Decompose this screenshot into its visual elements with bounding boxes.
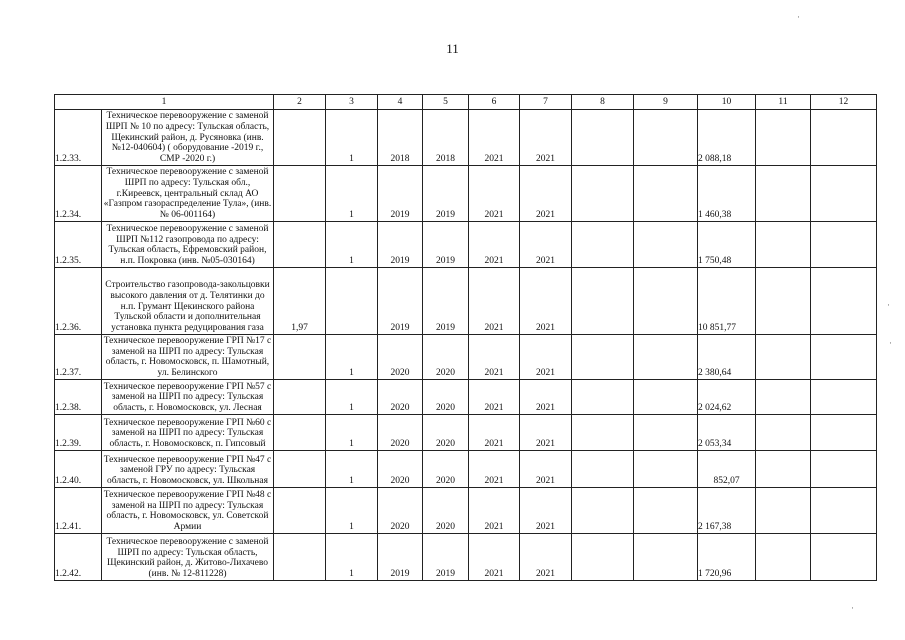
cell-col-5: 2020	[423, 488, 469, 534]
column-header-11: 11	[756, 95, 811, 110]
cell-col-5: 2019	[423, 534, 469, 581]
header-row	[55, 95, 877, 110]
cell-col-2	[274, 451, 326, 488]
page-number: 11	[446, 41, 459, 56]
column-header-9: 9	[634, 95, 698, 110]
cell-col-9	[634, 451, 698, 488]
cell-col-10: 1 720,96	[698, 534, 756, 581]
cell-col-4: 2019	[378, 534, 423, 581]
table-row	[55, 268, 877, 335]
cell-col-2	[274, 415, 326, 451]
cell-col-3: 1	[326, 488, 378, 534]
column-header-12: 12	[811, 95, 877, 110]
row-number: 1.2.38.	[55, 380, 102, 415]
cell-col-5: 2020	[423, 451, 469, 488]
cell-col-12	[811, 335, 877, 380]
cell-col-12	[811, 534, 877, 581]
cell-col-12	[811, 488, 877, 534]
column-header-2: 2	[274, 95, 326, 110]
row-number: 1.2.33.	[55, 110, 102, 166]
row-description: Строительство газопровода-закольцовки высокого давления от д. Телятинки до н.п. Грумант Щекинского района Тульской области и дополнительная установка пункта редуцирования газа	[102, 268, 274, 335]
cell-col-4: 2019	[378, 166, 423, 222]
table-row	[55, 110, 877, 166]
cell-col-12	[811, 166, 877, 222]
cell-col-12	[811, 222, 877, 268]
cell-col-8	[572, 110, 634, 166]
table-row	[55, 335, 877, 380]
cell-col-5: 2020	[423, 415, 469, 451]
cell-col-3: 1	[326, 380, 378, 415]
cell-col-10: 1 750,48	[698, 222, 756, 268]
column-header-4: 4	[378, 95, 423, 110]
cell-col-10: 2 053,34	[698, 415, 756, 451]
cell-col-6: 2021	[469, 451, 520, 488]
cell-col-3	[326, 268, 378, 335]
cell-col-8	[572, 380, 634, 415]
cell-col-11	[756, 415, 811, 451]
cell-col-2	[274, 488, 326, 534]
row-description: Техническое перевооружение с заменой ШРП по адресу: Тульская обл., г.Киреевск, центральный склад АО «Газпром газораспределение Тула», (инв. № 06-001164)	[102, 166, 274, 222]
cell-col-5: 2020	[423, 380, 469, 415]
scan-speck: ·	[851, 603, 854, 613]
table-row	[55, 380, 877, 415]
cell-col-10: 2 088,18	[698, 110, 756, 166]
cell-col-10: 1 460,38	[698, 166, 756, 222]
cell-col-4: 2020	[378, 380, 423, 415]
table-row	[55, 415, 877, 451]
cell-col-12	[811, 415, 877, 451]
cell-col-8	[572, 166, 634, 222]
cell-col-11	[756, 534, 811, 581]
cell-col-10: 2 167,38	[698, 488, 756, 534]
cell-col-7: 2021	[520, 335, 572, 380]
column-header-3: 3	[326, 95, 378, 110]
cell-col-4: 2020	[378, 415, 423, 451]
scan-speck: ·	[889, 338, 892, 348]
cell-col-5: 2018	[423, 110, 469, 166]
cell-col-9	[634, 268, 698, 335]
cell-col-7: 2021	[520, 451, 572, 488]
cell-col-9	[634, 222, 698, 268]
scan-speck: ·	[797, 12, 800, 22]
cell-col-2	[274, 380, 326, 415]
column-header-5: 5	[423, 95, 469, 110]
cell-col-10: 2 024,62	[698, 380, 756, 415]
row-description: Техническое перевооружение с заменой ШРП № 10 по адресу: Тульская область, Щекинский район, д. Русяновка (инв. №12-040604) ( оборудование -2019 г., СМР -2020 г.)	[102, 110, 274, 166]
cell-col-5: 2019	[423, 268, 469, 335]
column-header-1: 1	[55, 95, 274, 110]
cell-col-10: 2 380,64	[698, 335, 756, 380]
table-row	[55, 451, 877, 488]
row-number: 1.2.41.	[55, 488, 102, 534]
cell-col-8	[572, 534, 634, 581]
cell-col-12	[811, 380, 877, 415]
cell-col-2	[274, 110, 326, 166]
cell-col-5: 2020	[423, 335, 469, 380]
cell-col-8	[572, 335, 634, 380]
cell-col-5: 2019	[423, 166, 469, 222]
row-description: Техническое перевооружение с заменой ШРП по адресу: Тульская область, Щекинский район, д. Житово-Лихачево (инв. № 12-811228)	[102, 534, 274, 581]
column-header-8: 8	[572, 95, 634, 110]
cell-col-11	[756, 268, 811, 335]
cell-col-9	[634, 415, 698, 451]
cell-col-3: 1	[326, 222, 378, 268]
column-header-10: 10	[698, 95, 756, 110]
cell-col-11	[756, 110, 811, 166]
cell-col-12	[811, 268, 877, 335]
cell-col-4: 2018	[378, 110, 423, 166]
cell-col-8	[572, 268, 634, 335]
row-description: Техническое перевооружение с заменой ШРП №112 газопровода по адресу: Тульская область, Ефремовский район, н.п. Покровка (инв. №05-030164)	[102, 222, 274, 268]
cell-col-2	[274, 222, 326, 268]
cell-col-2	[274, 335, 326, 380]
row-number: 1.2.34.	[55, 166, 102, 222]
cell-col-7: 2021	[520, 110, 572, 166]
row-number: 1.2.40.	[55, 451, 102, 488]
cell-col-8	[572, 222, 634, 268]
cell-col-9	[634, 335, 698, 380]
cell-col-11	[756, 380, 811, 415]
column-header-7: 7	[520, 95, 572, 110]
cell-col-9	[634, 166, 698, 222]
cell-col-7: 2021	[520, 415, 572, 451]
cell-col-6: 2021	[469, 488, 520, 534]
cell-col-4: 2020	[378, 488, 423, 534]
cell-col-3: 1	[326, 110, 378, 166]
cell-col-7: 2021	[520, 488, 572, 534]
cell-col-5: 2019	[423, 222, 469, 268]
cell-col-3: 1	[326, 534, 378, 581]
cell-col-6: 2021	[469, 380, 520, 415]
cell-col-3: 1	[326, 415, 378, 451]
cell-col-4: 2019	[378, 268, 423, 335]
cell-col-7: 2021	[520, 268, 572, 335]
cell-col-8	[572, 488, 634, 534]
scan-speck: ·	[887, 300, 890, 310]
cell-col-6: 2021	[469, 166, 520, 222]
cell-col-11	[756, 488, 811, 534]
investment-table	[54, 94, 877, 581]
cell-col-7: 2021	[520, 166, 572, 222]
cell-col-2	[274, 534, 326, 581]
cell-col-7: 2021	[520, 222, 572, 268]
cell-col-9	[634, 380, 698, 415]
row-number: 1.2.39.	[55, 415, 102, 451]
row-number: 1.2.42.	[55, 534, 102, 581]
row-description: Техническое перевооружение ГРП №17 с заменой на ШРП по адресу: Тульская область, г. Новомосковск, п. Шамотный, ул. Белинского	[102, 335, 274, 380]
cell-col-7: 2021	[520, 534, 572, 581]
cell-col-6: 2021	[469, 415, 520, 451]
table-row	[55, 166, 877, 222]
cell-col-3: 1	[326, 335, 378, 380]
cell-col-6: 2021	[469, 335, 520, 380]
row-description: Техническое перевооружение ГРП №57 с заменой на ШРП по адресу: Тульская область, г. Новомосковск, ул. Лесная	[102, 380, 274, 415]
cell-col-3: 1	[326, 451, 378, 488]
cell-col-6: 2021	[469, 534, 520, 581]
cell-col-12	[811, 110, 877, 166]
row-number: 1.2.37.	[55, 335, 102, 380]
cell-col-12	[811, 451, 877, 488]
cell-col-8	[572, 415, 634, 451]
row-description: Техническое перевооружение ГРП №60 с заменой на ШРП по адресу: Тульская область, г. Новомосковск, п. Гипсовый	[102, 415, 274, 451]
cell-col-6: 2021	[469, 222, 520, 268]
cell-col-7: 2021	[520, 380, 572, 415]
cell-col-11	[756, 222, 811, 268]
cell-col-9	[634, 534, 698, 581]
cell-col-10: 852,07	[698, 451, 756, 488]
row-number: 1.2.36.	[55, 268, 102, 335]
cell-col-8	[572, 451, 634, 488]
table-row	[55, 534, 877, 581]
cell-col-10: 10 851,77	[698, 268, 756, 335]
row-description: Техническое перевооружение ГРП №48 с заменой на ШРП по адресу: Тульская область, г. Новомосковск, ул. Советской Армии	[102, 488, 274, 534]
cell-col-6: 2021	[469, 110, 520, 166]
row-description: Техническое перевооружение ГРП №47 с заменой ГРУ по адресу: Тульская область, г. Новомосковск, ул. Школьная	[102, 451, 274, 488]
cell-col-6: 2021	[469, 268, 520, 335]
column-header-6: 6	[469, 95, 520, 110]
row-number: 1.2.35.	[55, 222, 102, 268]
cell-col-4: 2019	[378, 222, 423, 268]
cell-col-11	[756, 451, 811, 488]
cell-col-4: 2020	[378, 335, 423, 380]
cell-col-11	[756, 335, 811, 380]
cell-col-3: 1	[326, 166, 378, 222]
cell-col-9	[634, 110, 698, 166]
cell-col-2: 1,97	[274, 268, 326, 335]
cell-col-11	[756, 166, 811, 222]
table-row	[55, 488, 877, 534]
table-row	[55, 222, 877, 268]
cell-col-4: 2020	[378, 451, 423, 488]
cell-col-9	[634, 488, 698, 534]
cell-col-2	[274, 166, 326, 222]
